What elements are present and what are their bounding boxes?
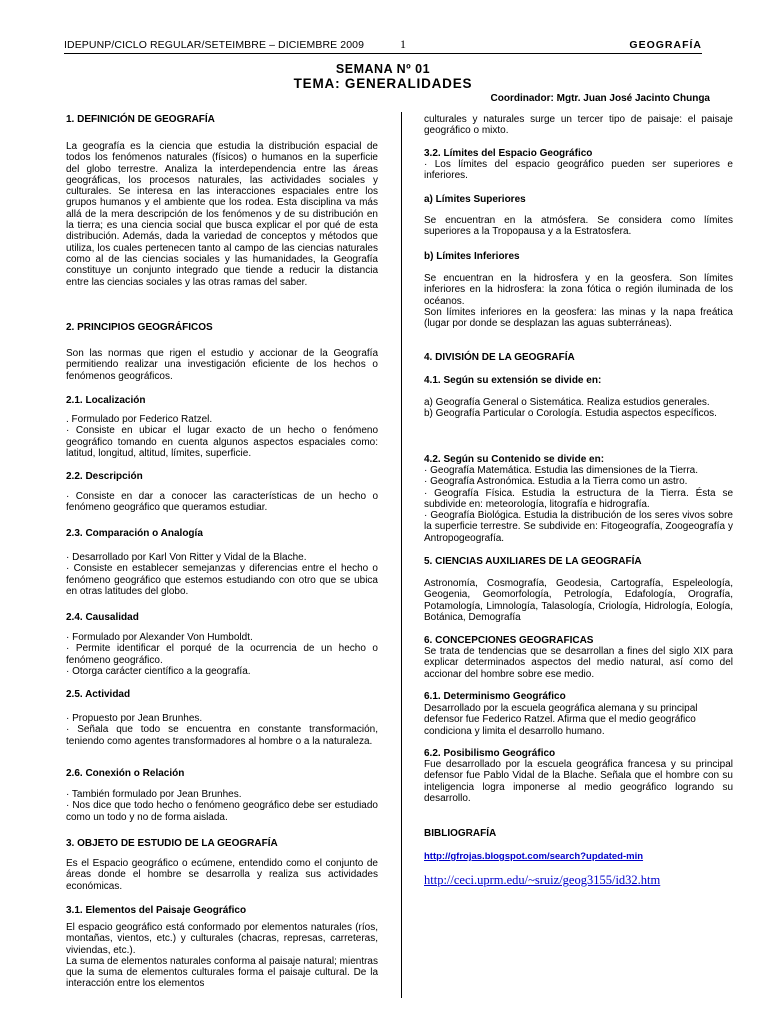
list-item: · Geografía Matemática. Estudia las dimensiones de la Tierra. bbox=[424, 465, 699, 476]
section-4-heading: 4. DIVISIÓN DE LA GEOGRAFÍA bbox=[424, 352, 575, 363]
paragraph: · Consiste en dar a conocer las características de un hecho o fenómeno geográfico que queramos estudiar. bbox=[66, 491, 378, 514]
paragraph: La geografía es la ciencia que estudia la distribución espacial de todos los fenómenos naturales (físicos) o humanos en la superficie del globo terrestre. Analiza la interdependencia entre las áreas geográficas, los procesos naturales, las actividades sociales y culturales. Se interesa en las interacciones espaciales entre los grupos humanos y el ambiente que los rodea. Esta disciplina va más allá de la mera descripción de los fenómenos y de su distribución en la tierra; es una ciencia social que busca explicar el por qué de esta distribución. Además, dada la variedad de conceptos y métodos que utiliza, los cuales pertenecen tanto al campo de las ciencias naturales como al de las ciencias sociales y las humanidades, la Geografía constituye un conjunto integrado que tiende a reducir la distancia entre las ciencias sociales y las otras ramas del saber. bbox=[66, 141, 378, 288]
section-2-3-body bbox=[66, 552, 378, 597]
header-course: IDEPUNP/CICLO REGULAR/SETEIMBRE – DICIEMBRE 2009 bbox=[64, 39, 365, 51]
list-item: · Geografía Astronómica. Estudia a la Tierra como un astro. bbox=[424, 476, 688, 488]
page-header bbox=[64, 39, 702, 54]
list-item: · Permite identificar el porqué de la ocurrencia de un hecho o fenómeno geográfico. bbox=[66, 643, 378, 666]
paragraph: Son las normas que rigen el estudio y accionar de la Geografía permitiendo realizar una investigación eficiente de los hechos o fenómenos geográficos. bbox=[66, 348, 378, 382]
section-b-heading: b) Límites Inferiores bbox=[424, 251, 520, 262]
section-a-heading: a) Límites Superiores bbox=[424, 194, 526, 205]
list-item: . Formulado por Federico Ratzel. bbox=[66, 414, 213, 425]
bibliography-link-1-wrap bbox=[424, 851, 733, 862]
list-item: b) Geografía Particular o Corología. Estudia aspectos específicos. bbox=[424, 408, 717, 420]
list-item: · Otorga carácter científico a la geografía. bbox=[66, 665, 251, 677]
section-4-1-body bbox=[424, 397, 733, 420]
section-b-body bbox=[424, 273, 733, 329]
list-item: · Desarrollado por Karl Von Ritter y Vidal de la Blache. bbox=[66, 552, 307, 563]
section-3-2-body bbox=[424, 159, 733, 182]
bibliography-heading: BIBLIOGRAFÍA bbox=[424, 828, 497, 839]
list-item: a) Geografía General o Sistemática. Realiza estudios generales. bbox=[424, 397, 710, 408]
section-6-1-heading: 6.1. Determinismo Geográfico bbox=[424, 691, 566, 702]
section-1-body bbox=[66, 141, 378, 288]
list-item: · Consiste en ubicar el lugar exacto de un hecho o fenómeno geográfico tomando en cuenta algunos aspectos espaciales como: latitud, longitud, altitud, límites, superficie. bbox=[66, 425, 378, 459]
section-4-1-heading: 4.1. Según su extensión se divide en: bbox=[424, 375, 602, 386]
section-3-1-continued bbox=[424, 114, 733, 137]
paragraph: Es el Espacio geográfico o ecúmene, entendido como el conjunto de áreas donde el hombre se desarrolla y realiza sus actividades económicas. bbox=[66, 858, 378, 892]
list-item: · Geografía Biológica. Estudia la distribución de los seres vivos sobre la superficie terrestre. Se subdivide en: Fitogeografía, Zoogeografía y Antropogeografía. bbox=[424, 510, 733, 544]
list-item: · Formulado por Alexander Von Humboldt. bbox=[66, 632, 253, 643]
section-3-body bbox=[66, 858, 378, 892]
section-6-heading: 6. CONCEPCIONES GEOGRAFICAS bbox=[424, 635, 594, 646]
section-6-body bbox=[424, 646, 733, 680]
section-2-5-heading: 2.5. Actividad bbox=[66, 689, 131, 700]
section-2-4-heading: 2.4. Causalidad bbox=[66, 612, 139, 623]
coordinator: Coordinador: Mgtr. Juan José Jacinto Chunga bbox=[490, 93, 710, 104]
paragraph: Se encuentran en la atmósfera. Se considera como límites superiores a la Tropopausa y a la Estratosfera. bbox=[424, 215, 733, 238]
section-2-6-heading: 2.6. Conexión o Relación bbox=[66, 768, 185, 779]
section-3-1-body bbox=[66, 922, 378, 990]
section-a-body bbox=[424, 215, 733, 238]
paragraph: Se trata de tendencias que se desarrollan a fines del siglo XIX para explicar determinados aspectos del medio natural, así como del accionar del hombre sobre ese medio. bbox=[424, 646, 733, 680]
column-divider bbox=[401, 112, 402, 998]
list-item: · Geografía Física. Estudia la estructura de la Tierra. Ésta se subdivide en: meteorología, litografía e hidrografía. bbox=[424, 487, 733, 510]
list-item: · Señala que todo se encuentra en constante transformación, teniendo como agentes transformadores al hombre o a la naturaleza. bbox=[66, 724, 378, 747]
section-2-5-body bbox=[66, 713, 378, 747]
section-1-heading: 1. DEFINICIÓN DE GEOGRAFÍA bbox=[66, 114, 215, 125]
paragraph: La suma de elementos naturales conforma al paisaje natural; mientras que la suma de elementos culturales forma el paisaje cultural. De la interacción entre los elementos bbox=[66, 955, 378, 990]
section-6-2-heading: 6.2. Posibilismo Geográfico bbox=[424, 748, 556, 759]
paragraph: culturales y naturales surge un tercer tipo de paisaje: el paisaje geográfico o mixto. bbox=[424, 114, 733, 137]
paragraph: Se encuentran en la hidrosfera y en la geosfera. Son límites inferiores en la hidrosfera: la zona fótica o región iluminada de los océanos. bbox=[424, 273, 733, 307]
section-2-1-heading: 2.1. Localización bbox=[66, 395, 146, 406]
paragraph: Fue desarrollado por la escuela geográfica francesa y su principal defensor fue Pablo Vidal de la Blache. Señala que el hombre con su inteligencia logra imponerse al medio geográfico logrando su desarrollo. bbox=[424, 759, 733, 804]
bibliography-link-2-wrap bbox=[424, 875, 733, 887]
section-3-2-heading: 3.2. Límites del Espacio Geográfico bbox=[424, 148, 593, 159]
section-3-1-heading: 3.1. Elementos del Paisaje Geográfico bbox=[66, 905, 247, 916]
list-item: · Nos dice que todo hecho o fenómeno geográfico debe ser estudiado como un todo y no de forma aislada. bbox=[66, 800, 378, 823]
bibliography-link-1[interactable]: http://gfrojas.blogspot.com/search?updated-min bbox=[424, 851, 644, 862]
section-4-2-heading: 4.2. Según su Contenido se divide en: bbox=[424, 454, 605, 465]
list-item: · También formulado por Jean Brunhes. bbox=[66, 789, 242, 800]
list-item: · Propuesto por Jean Brunhes. bbox=[66, 713, 203, 724]
section-2-6-body bbox=[66, 789, 378, 823]
paragraph: Astronomía, Cosmografía, Geodesia, Cartografía, Espeleología, Geogenia, Geomorfología, Petrología, Edafología, Orografía, Potamología, Limnología, Talasología, Criología, Hidrología, Eología, Botánica, Demografía bbox=[424, 578, 733, 623]
section-6-1-body bbox=[424, 703, 733, 737]
section-6-2-body bbox=[424, 759, 733, 804]
section-2-heading: 2. PRINCIPIOS GEOGRÁFICOS bbox=[66, 322, 213, 333]
section-2-3-heading: 2.3. Comparación o Analogía bbox=[66, 528, 203, 539]
section-2-2-heading: 2.2. Descripción bbox=[66, 471, 143, 482]
paragraph: · Los límites del espacio geográfico pueden ser superiores e inferiores. bbox=[424, 159, 733, 182]
list-item: · Consiste en establecer semejanzas y diferencias entre el hecho o fenómeno geográfico que estemos estudiando con otro que se ubica en otras latitudes del globo. bbox=[66, 563, 378, 597]
page-number: 1 bbox=[400, 37, 406, 51]
week-title: SEMANA Nº 01 bbox=[335, 62, 431, 76]
section-4-2-body bbox=[424, 465, 733, 544]
topic-title: TEMA: GENERALIDADES bbox=[293, 76, 473, 91]
bibliography-link-2[interactable]: http://ceci.uprm.edu/~sruiz/geog3155/id32.htm bbox=[424, 873, 661, 887]
header-subject: GEOGRAFÍA bbox=[629, 39, 702, 51]
paragraph: Desarrollado por la escuela geográfica alemana y su principal defensor fue Federico Ratzel. Afirma que el medio geográfico condiciona y limita el desarrollo humano. bbox=[424, 703, 698, 737]
section-2-2-body bbox=[66, 491, 378, 514]
paragraph: Son límites inferiores en la geosfera: las minas y la napa freática (lugar por donde se desplazan las aguas subterráneas). bbox=[424, 306, 733, 330]
section-2-4-body bbox=[66, 632, 378, 677]
paragraph: El espacio geográfico está conformado por elementos naturales (ríos, montañas, vientos, etc.) y culturales (chacras, represas, carreteras, viviendas, etc.). bbox=[66, 922, 378, 956]
section-3-heading: 3. OBJETO DE ESTUDIO DE LA GEOGRAFÍA bbox=[66, 838, 278, 849]
section-5-body bbox=[424, 578, 733, 623]
section-5-heading: 5. CIENCIAS AUXILIARES DE LA GEOGRAFÍA bbox=[424, 556, 642, 567]
section-2-1-body bbox=[66, 414, 378, 459]
title-block bbox=[64, 62, 702, 91]
section-2-body bbox=[66, 348, 378, 382]
